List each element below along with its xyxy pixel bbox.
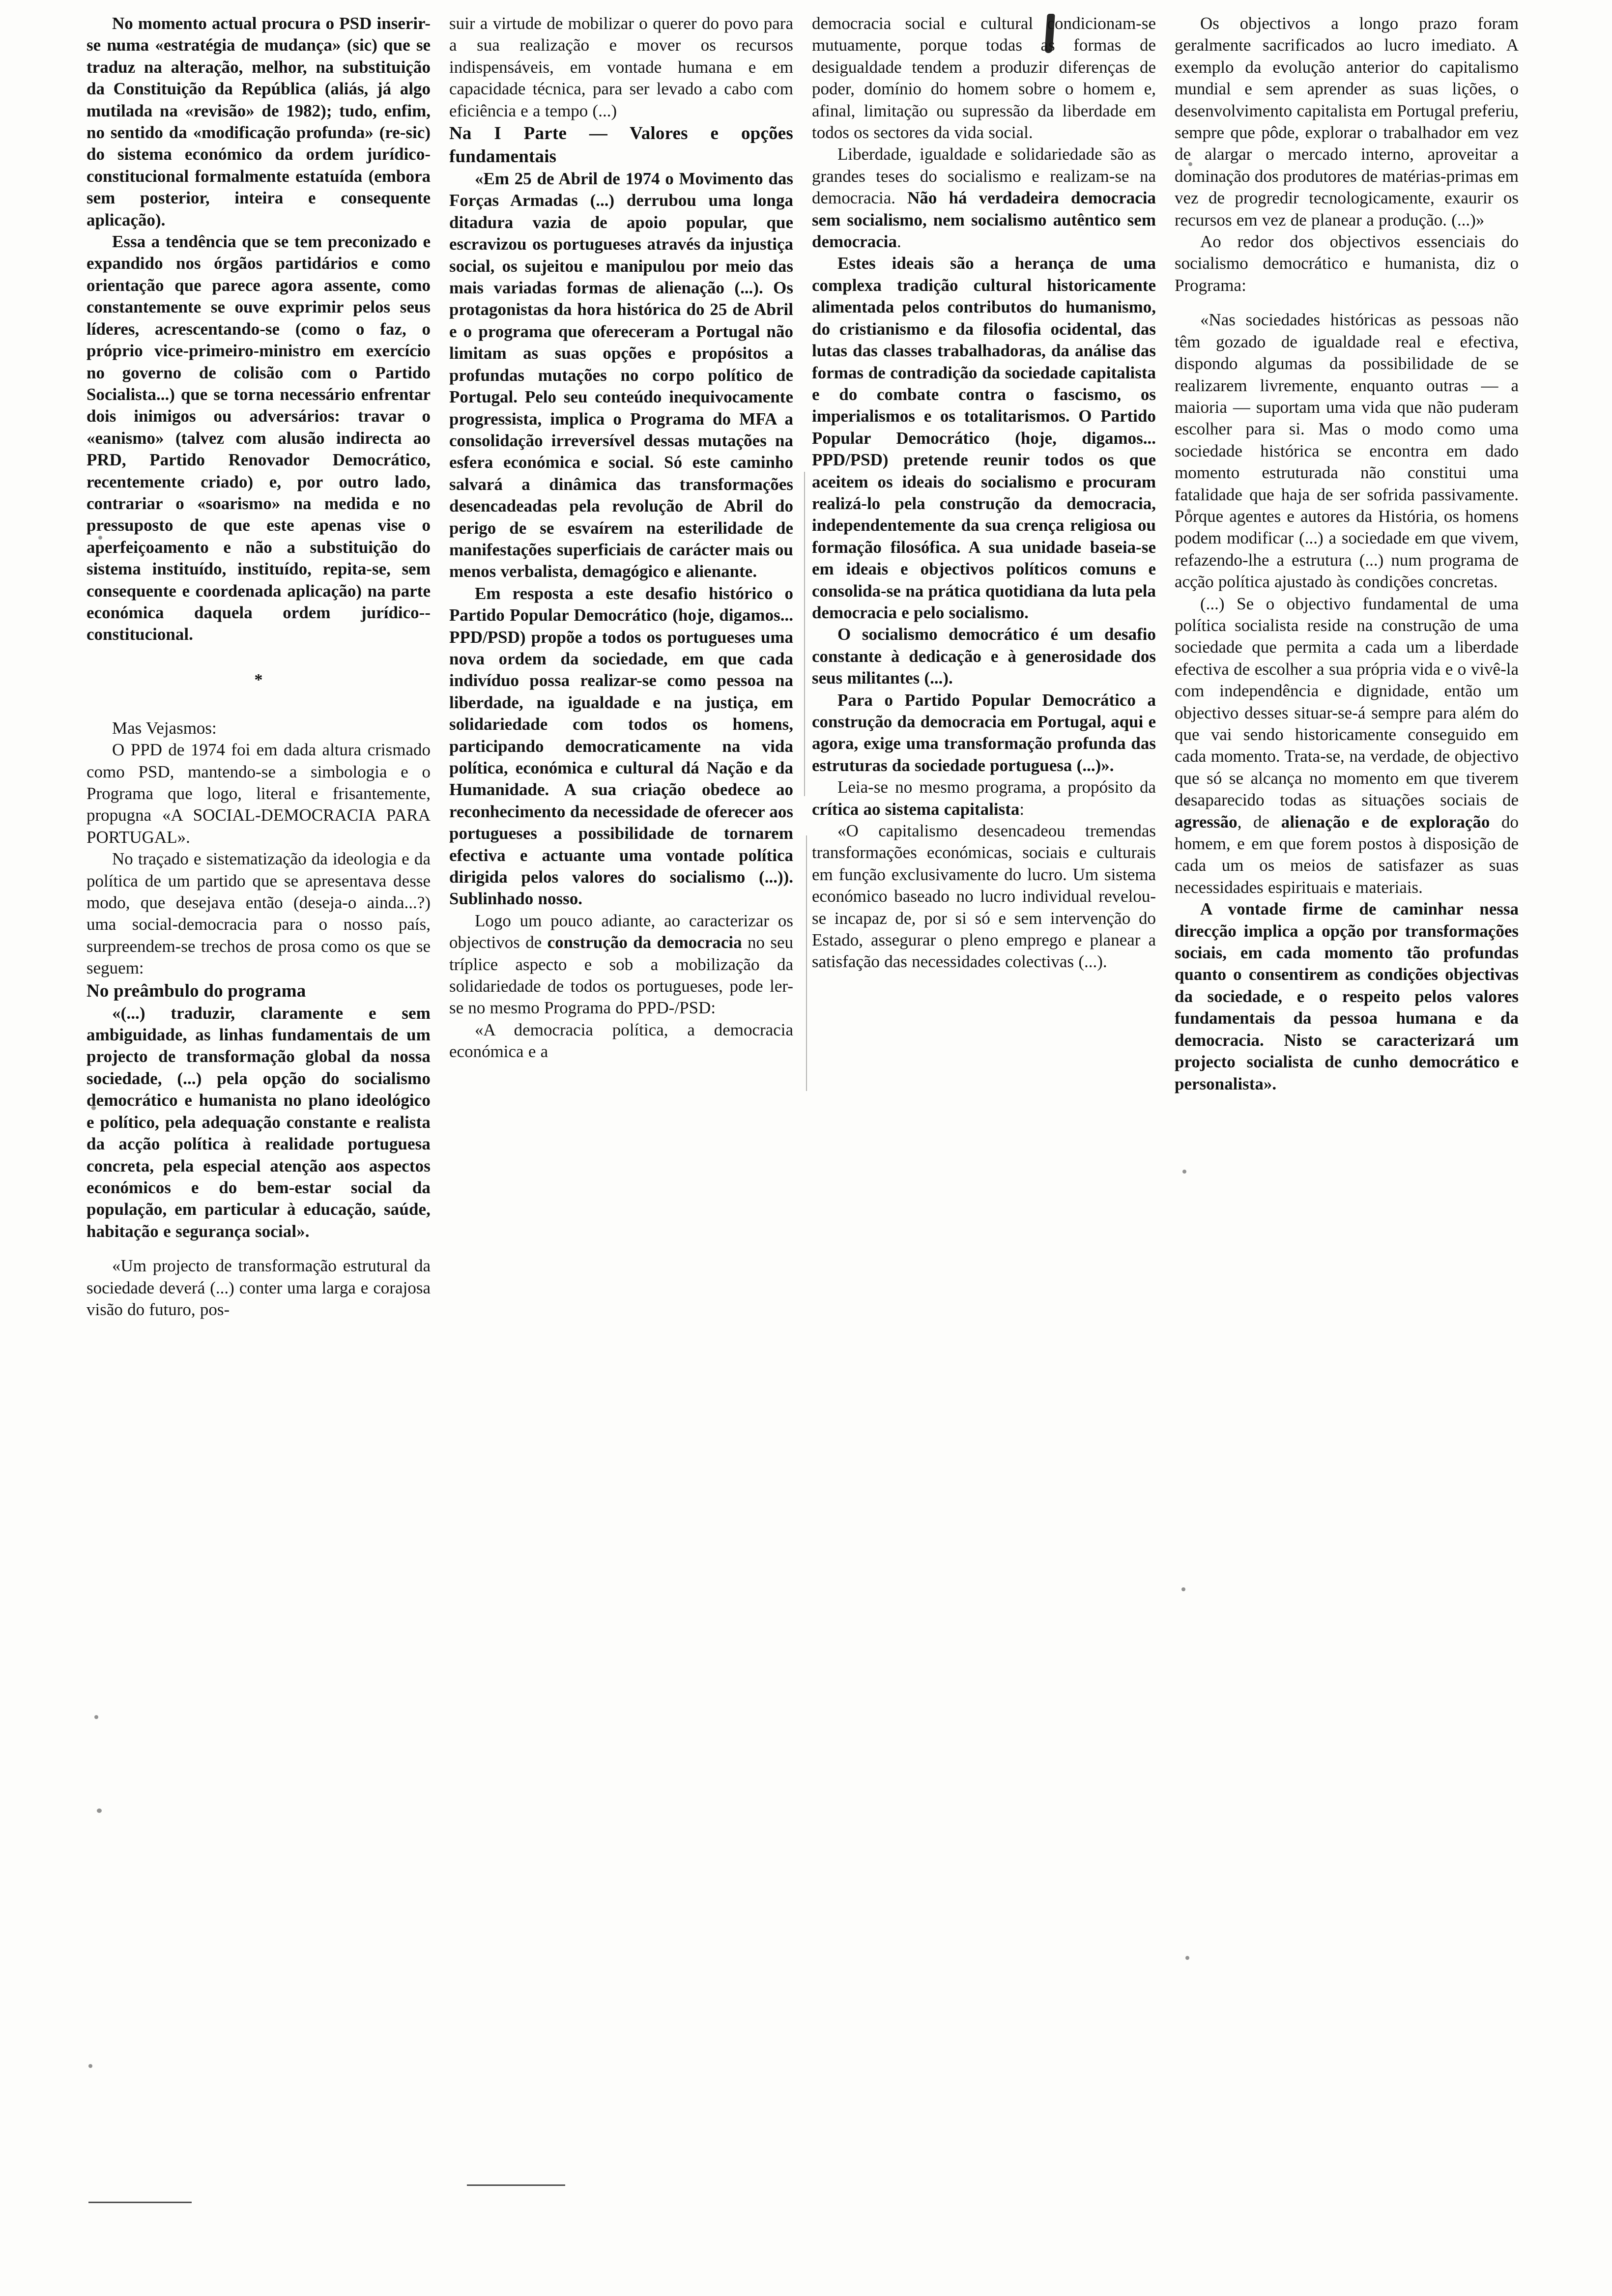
emphasis-critica-ao-sistema-capitalista: crítica ao sistema capitalista	[812, 799, 1020, 819]
paragraph-text: no seu tríplice aspecto e sob a mobilização da solidariedade de todos os portugueses, pode ler-se no mesmo Programa do PPD-/PSD:	[449, 933, 793, 1018]
paragraph-text: Em resposta a este desafio histórico o Partido Popular Democrático (hoje, digamos... PPD/PSD) propõe a todos os portugueses uma nova ordem da sociedade, em que cada indivíduo possa realizar-se como pessoa na liberdade, na igualdade e na justiça, em solidariedade com todos os homens, participando democraticamente na vida política, económica e cultural dá Nação e da Humanidade. A sua criação obedece ao reconhecimento da necessidade de oferecer aos portugueses a possibilidade de tornarem efectiva e actuante uma vontade política dirigida pelos	[449, 583, 793, 887]
paragraph-text: (...) Se o objectivo fundamental de uma política socialista reside na construção de uma sociedade que permita a cada um a liberdade efectiva de escolher a sua própria vida e o vivê-la com independência e dignidade, então um objectivo desses situar-se-á sempre para além do que vai sendo historicamente conseguido em cada momento. Trata-se, na verdade, de objectivo que só se alcança no momento em que tiverem desaparecido todas as situações sociais de	[1175, 594, 1519, 810]
column-4	[1175, 13, 1519, 1095]
quoted-paragraph: Para o Partido Popular Democrático a construção da democracia em Portugal, aqui e agora, exige uma transformação profunda das estruturas da sociedade portuguesa (...)».	[812, 690, 1156, 775]
column-1	[86, 13, 431, 1320]
paragraph-text: Leia-se no mesmo programa, a propósito da	[837, 777, 1156, 797]
column-2	[449, 13, 793, 1063]
quoted-paragraph	[1175, 593, 1519, 899]
emphasis-construcao-da-democracia: construção da democracia	[547, 933, 742, 952]
quoted-paragraph: «O capitalismo desencadeou tremendas transformações económicas, sociais e culturais em função exclusivamente do lucro. Um sistema económico baseado no lucro individual revelou-se incapaz de, por si só e sem intervenção do Estado, assegurar o pleno emprego e planear a satisfação das necessidades colectivas (...).	[812, 821, 1156, 972]
emphasis-agressao: agressão	[1175, 812, 1238, 832]
paragraph	[812, 776, 1156, 820]
quoted-paragraph: O socialismo democrático é um desafio constante à dedicação e à generosidade dos seus militantes (...).	[812, 625, 1156, 688]
paragraph-continuation: democracia social e cultural condicionam-se mutuamente, porque todas as formas de desigualdade tendem a produzir diferenças de poder, domínio do homem sobre o homem e, afinal, limitação ou supressão da liberdade em todos os sectores da vida social.	[812, 14, 1156, 143]
quoted-paragraph: Estes ideais são a herança de uma complexa tradição cultural historicamente alimentada pelos contributos do humanismo, do cristianismo e da filosofia ocidental, das lutas das classes trabalhadoras, da análise das formas de contradição da sociedade capitalista e do combate contra o fascismo, os imperialismos e os totalitarismos. O Partido Popular Democrático (hoje, digamos... PPD/PSD) pretende reunir todos os que aceitem os ideais do socialismo e procuram realizá-lo pela construção da democracia, independentemente da sua crença religiosa ou formação filosófica. A sua unidade baseia-se em ideais e objectivos políticos comuns e consolida-se na prática quotidiana da luta pela democracia e pelo socialismo.	[812, 254, 1156, 622]
emphasis-nao-ha-verdadeira-democracia: Não há verdadeira democracia sem socialismo, nem socialismo autêntico sem democracia	[812, 188, 1156, 252]
quoted-paragraph: «Um projecto de transformação estrutural da sociedade deverá (...) conter uma larga e corajosa visão do futuro, pos-	[86, 1256, 431, 1319]
paragraph-continuation: suir a virtude de mobilizar o querer do povo para a sua realização e mover os recursos indispensáveis, em vontade humana e em capacidade técnica, para ser levado a cabo com eficiência e a tempo (...)	[449, 14, 793, 120]
emphasis-valores-do-socialismo: valores do socialismo	[572, 867, 746, 887]
quoted-paragraph: «(...) traduzir, claramente e sem ambiguidade, as linhas fundamentais de um projecto de transformação global da nossa sociedade, (...) pela opção do socialismo democrático e humanista no plano ideológico e político, pela adequação constante e realista da acção política à realidade portuguesa concreta, pela especial atenção aos aspectos económicos e do bem-estar social da população, em particular à educação, saúde, habitação e segurança social».	[86, 1003, 431, 1241]
lead-in-line: Mas Vejasmos:	[112, 718, 217, 738]
paragraph-text: do homem, e em que forem postos à disposição de cada um os meios de satisfazer as suas necessidades espirituais e materiais.	[1175, 812, 1519, 897]
column-3	[812, 13, 1156, 973]
quoted-paragraph: «Em 25 de Abril de 1974 o Movimento das Forças Armadas (...) derrubou uma longa ditadura vazia de apoio popular, que escravizou os portugueses através da injustiça social, os sujeitou e manipulou por meio das mais variadas formas de alienação (...). Os protagonistas da hora histórica do 25 de Abril e o programa que ofereceram a Portugal não limitam as suas opções e propósitos a profundas mutações no corpo político de Portugal. Pelo seu conteúdo inequivocamente progressista, implica o Programa do MFA a consolidação irreversível dessas mutações na esfera económica e social. Só este caminho salvará a dinâmica das transformações desencadeadas pela revolução de Abril do perigo de se esvaírem na esterilidade de manifestações superficiais de carácter mais ou menos verbalista, demagógico e alienante.	[449, 169, 793, 581]
paragraph: Essa a tendência que se tem preconizado e expandido nos órgãos partidários e como orientação que parece agora assente, como constantemente se ouve exprimir pelos seus líderes, acrescentando-se (como o faz, o próprio vice-primeiro-ministro em exercício no governo de colisão com o Partido Socialista...) que se torna necessário enfrentar dois inimigos ou adversários: travar o «eanismo» (talvez com alusão indirecta ao PRD, Partido Renovador Democrático, recentemente criado) e, por outro lado, contrariar o «soarismo» na medida e no pressuposto de que este apenas vise o aperfeiçoamento e não a substituição do sistema instituído, instituído, repita-se, sem consequente e coordenada aplicação) na parte económica daquela ordem jurídico--constitucional.	[86, 232, 431, 644]
paragraph-text: Logo um pouco adiante, ao caracterizar os objectivos de	[449, 911, 793, 952]
emphasis-alienacao-exploracao: alienação e de exploração	[1281, 812, 1490, 832]
article-columns	[86, 13, 1541, 2273]
paragraph: Ao redor dos objectivos essenciais do socialismo democrático e humanista, diz o Programa:	[1175, 232, 1519, 295]
paragraph	[449, 910, 793, 1019]
section-separator: *	[254, 670, 263, 689]
section-heading-parte-1: Na I Parte — Valores e opções fundamentais	[449, 123, 793, 167]
paragraph-text: (...)). Sublinhado nosso.	[449, 867, 794, 909]
quoted-paragraph: Os objectivos a longo prazo foram geralmente sacrificados ao lucro imediato. A exemplo da evolução anterior do capitalismo mundial e sem aprender as suas lições, o desenvolvimento capitalista em Portugal preferiu, sempre que pôde, explorar o trabalhador em vez de alargar o mercado interno, aproveitar a dominação dos produtores de matérias-primas em vez de progredir tecnologicamente, exaurir os recursos em vez de planear a produção. (...)»	[1175, 14, 1519, 230]
paragraph: No traçado e sistematização da ideologia e da política de um partido que se apresentava desse modo, que desejava então (deseja-o ainda...?) uma social-democracia para o nosso país, surpreendem-se trechos de prosa como os que se seguem:	[86, 849, 431, 978]
quoted-paragraph: A vontade firme de caminhar nessa direcção implica a opção por transformações sociais, em cada momento tão profundas quanto o consentirem as condições objectivas da sociedade, e o respeito pelos valores fundamentais da pessoa humana e da democracia. Nisto se caracterizará um projecto socialista de cunho democrático e personalista».	[1175, 899, 1519, 1093]
quoted-paragraph: «Nas sociedades históricas as pessoas não têm gozado de igualdade real e efectiva, dispondo algumas da possibilidade de se realizarem livremente, enquanto outras — a maioria — suportam uma vida que não puderam escolher para si. Mas o modo como uma sociedade histórica se encontra em dado momento estruturada não constitui uma fatalidade que haja de ser sofrida passivamente. Porque agentes e autores da História, os homens podem modificar (...) a sociedade em que vivem, refazendo-lhe a estrutura (...) num programa de acção política ajustado às condições concretas.	[1175, 310, 1519, 592]
section-heading-preambulo: No preâmbulo do programa	[86, 980, 306, 1001]
paragraph: O PPD de 1974 foi em dada altura crismado como PSD, mantendo-se a simbologia e o Programa que logo, literal e frisantemente, propugna «A SOCIAL-DEMOCRACIA PARA PORTUGAL».	[86, 740, 431, 847]
paragraph-text: , de	[1237, 812, 1281, 832]
quoted-paragraph: Liberdade, igualdade e solidariedade são as grandes teses do socialismo e realizam-se na democracia. Não há verdadeira democracia sem socialismo, nem socialismo autêntico sem democracia.	[812, 144, 1156, 252]
paragraph-text: :	[1019, 799, 1025, 819]
paragraph: No momento actual procura o PSD inserir-se numa «estratégia de mudança» (sic) que se traduz na alteração, melhor, na substituição da Constituição da República (aliás, já algo mutilada na «revisão» de 1982); tudo, enfim, no sentido da «modificação profunda» (re-sic) do sistema económico da ordem jurídico-constitucional formalmente estatuída (embora sem posterior, inteira e consequente aplicação).	[86, 14, 431, 230]
quoted-paragraph: «A democracia política, a democracia económica e a	[449, 1020, 793, 1062]
quoted-paragraph	[449, 583, 793, 910]
paragraph-text: Liberdade, igualdade e solidariedade são as grandes teses do socialismo e realizam-se na democracia.	[812, 144, 1156, 208]
